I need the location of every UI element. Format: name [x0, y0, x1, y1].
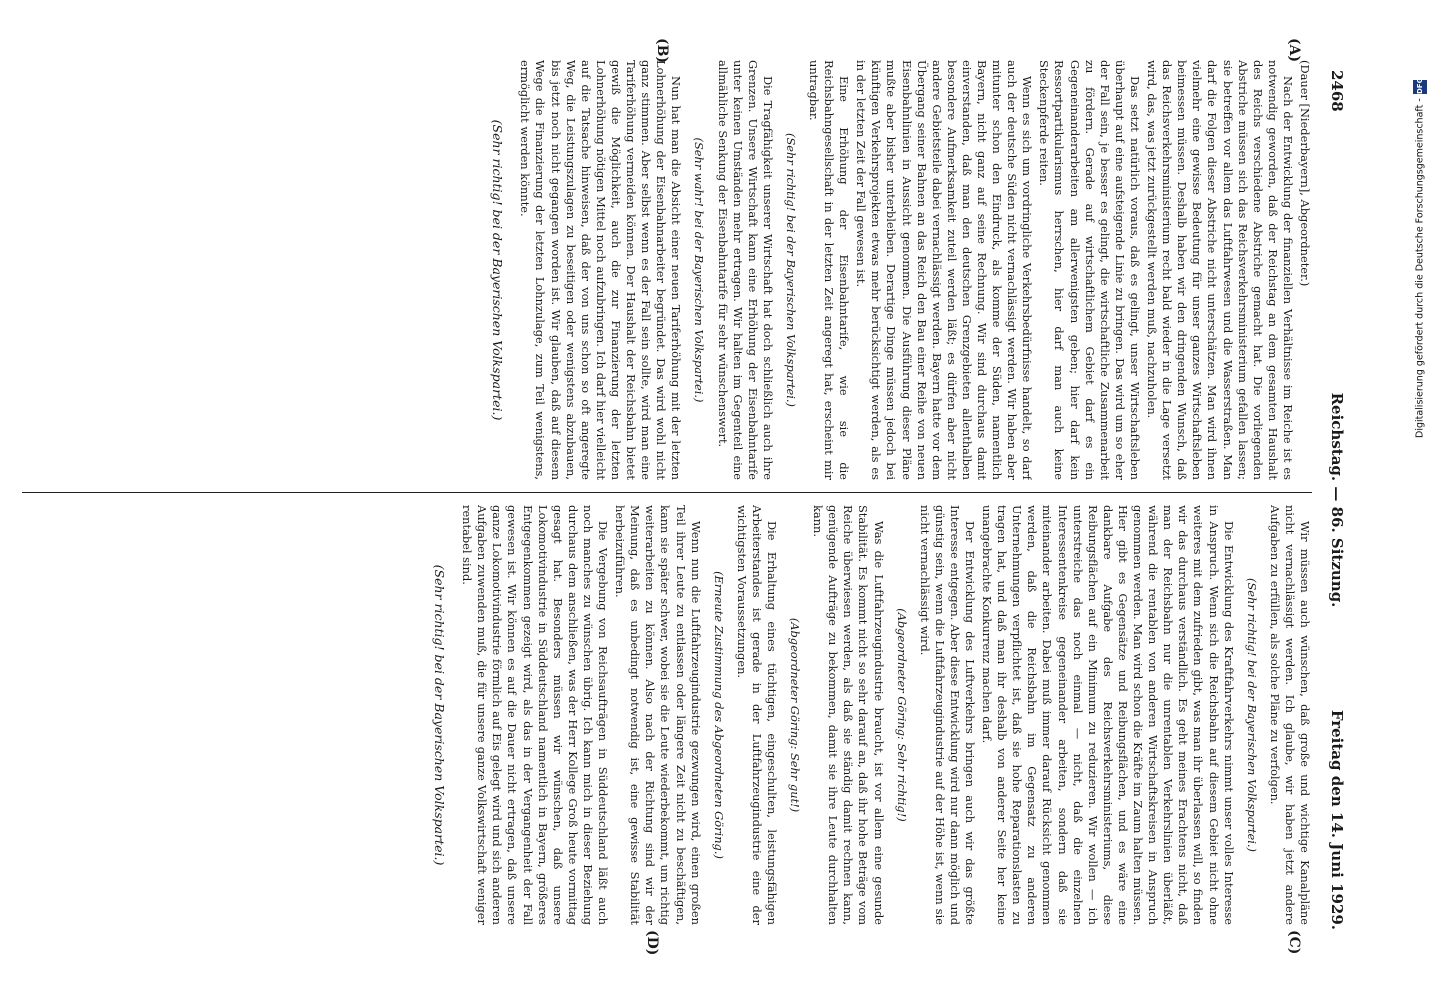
credit-text: Digitalisierung gefördert durch die Deutsche Forschungsgemeinschaft -	[1414, 98, 1426, 438]
paragraph: (Abgeordneter Göring: Sehr gut!)	[788, 617, 803, 813]
paragraph: Was die Luftfahrzeugindustrie braucht, ist vor allem eine gesunde Stabilität. Es kommt nicht so sehr darauf an, daß ihr hohe Beträge vom Reiche überwiesen werden, als daß sie ständig damit rechnen kann, genügende Aufträge zu bekommen, damit sie ihre Leute durchhalten kann.	[811, 505, 886, 925]
paragraph: Wenn es sich um vordringliche Verkehrsbedürfnisse handelt, so darf auch der deutsche Süden nicht vernachlässigt werden. Wir haben aber mitunter schon den Eindruck, als komme der Süden, namentlich Bayern, nicht ganz auf seine Rechnung. Wir sind durchaus damit einverstanden, daß man den deutschen Grenzgebieten allenthalben besondere Aufmerksamkeit zuteil werden läßt; es dürfen aber nicht andere Gebietsteile dabei vernachlässigt werden. Bayern hatte vor dem Übergang seiner Bahnen an das Reich den Bau einer Reihe von neuen Eisenbahnlinien in Aussicht genommen. Die Ausführung dieser Pläne mußte aber bisher unterbleiben. Derartige Dinge müssen jedoch bei künftigen Verkehrsprojekten etwas mehr berücksichtigt werden, als es in der letzten Zeit der Fall gewesen ist.	[854, 60, 1035, 480]
paragraph: Wir müssen auch wünschen, daß große und wichtige Kanalpläne nicht vernachlässigt werden. Ich glaube, wir haben jetzt andere Aufgaben zu erfüllen, als solche Pläne zu verfolgen.	[1267, 505, 1312, 925]
paragraph: Nach der Entwicklung der finanziellen Verhältnisse im Reiche ist es notwendig geworden, daß der Reichstag an dem gesamten Haushalt des Reichs verschiedene Abstriche gemacht hat. Die vorliegenden Abstriche müssen sich das Reichsverkehrsministerium gefallen lassen; sie betreffen vor allem das Luftfahrwesen und die Wasserstraßen. Man darf die Folgen dieser Abstriche nicht unterschätzen. Man wird ihnen vielmehr eine gewisse Bedeutung für unser ganzes Wirtschaftsleben beimessen müssen. Deshalb haben wir den dringenden Wunsch, daß das Reichsverkehrsministerium recht bald wieder in die Lage versetzt wird, das, was jetzt zurückgestellt werden muß, nachzuholen.	[1145, 60, 1295, 480]
page-header	[1320, 70, 1346, 930]
paragraph: Die Vergebung von Reichsaufträgen in Süddeutschland läßt auch noch manches zu wünschen übrig. Ich kann mich in dieser Beziehung durchaus dem anschließen, was der Herr Kollege Groß heute vormittag gesagt hat. Besonders müssen wir wünschen, daß unsere Lokomotivindustrie in Süddeutschland namentlich in Bayern, größeres Entgegenkommen gezeigt wird, als das in der Vergangenheit der Fall gewesen ist. Wir können es auf die Dauer nicht ertragen, daß unsere ganze Lokomotivindustrie förmlich auf Eis gelegt wird und sich anderen Aufgaben zuwenden muß, die für unsere ganze Volkswirtschaft weniger rentabel sind.	[460, 505, 611, 925]
session-date: Freitag den 14. Juni 1929.	[1328, 709, 1346, 930]
margin-marker-b: (B)	[654, 38, 670, 64]
paragraph: Wenn nun die Luftfahrzeugindustrie gezwungen wird, einen großen Teil ihrer Leute zu entlassen oder längere Zeit nicht zu beschäftigen, kann sie später schwer, wobei sie die Leute wiederbekommt, um richtig weiterarbeiten zu können. Also nach der Richtung sind wir der Meinung, daß es unbedingt notwendig ist, eine gewisse Stabilität herbeizuführen.	[613, 505, 703, 925]
margin-marker-d: (D)	[644, 930, 660, 956]
paragraph: Die Erhaltung eines tüchtigen, eingeschulten, leistungsfähigen Arbeiterstandes ist gerade in der Luftfahrzeugindustrie eine der wichtigsten Voraussetzungen.	[734, 505, 779, 925]
paragraph: (Sehr wahr! bei der Bayerischen Volkspartei.)	[692, 137, 707, 403]
paragraph: (Sehr richtig! bei der Bayerischen Volkspartei.)	[490, 119, 506, 421]
page-title: Reichstag. — 86. Sitzung.	[1328, 392, 1346, 608]
paragraph: (Erneute Zustimmung des Abgeordneten Göring.)	[711, 571, 726, 859]
paragraph: Die Tragfähigkeit unserer Wirtschaft hat doch schließlich auch ihre Grenzen. Unsere Wirtschaft kann eine Erhöhung der Eisenbahntarife unter keinen Umständen mehr ertragen. Wir halten im Gegenteil eine allmähliche Senkung der Eisenbahntarife für sehr wünschenswert.	[715, 60, 775, 480]
paragraph: (Sehr richtig! bei der Bayerischen Volkspartei.)	[783, 133, 798, 407]
margin-marker-c: (C)	[1286, 930, 1302, 955]
paragraph: Die Entwicklung des Kraftfahrverkehrs nimmt unser volles Interesse in Anspruch. Wenn sich die Reichsbahn auf diesem Gebiet nicht ohne weiteres mit dem zufrieden gibt, was man ihr überlassen will, so finden wir das durchaus verständlich. Es geht meines Erachtens nicht, daß man der Reichsbahn nur die unrentablen Verkehrslinien überläßt, während die rentablen von anderen Wirtschaftskreisen in Anspruch genommen werden. Man wird schon die Kräfte im Zaum halten müssen. Hier gibt es Gegensätze und Reibungsflächen, und es wäre eine dankbare Aufgabe des Reichsverkehrsministeriums, diese Reibungsflächen auf ein Minimum zu reduzieren. Wir wollen — ich unterstreiche das noch einmal — nicht, daß die einzelnen Interessentenkreise gegeneinander arbeiten, sondern daß sie miteinander arbeiten. Dabei muß immer darauf Rücksicht genommen werden, daß die Reichsbahn im Gegensatz zu anderen Unternehmungen verpflichtet ist, daß sie hohe Reparationslasten zu tragen hat, und daß man ihr deshalb von anderer Seite her keine unangebrachte Konkurrenz machen darf.	[980, 505, 1236, 925]
right-column	[12, 505, 1312, 925]
paragraph: (Dauer [Niederbayern], Abgeordneter.)	[1298, 60, 1312, 287]
left-column	[12, 60, 1312, 480]
column-divider	[22, 492, 1312, 493]
paragraph: Das setzt natürlich voraus, daß es gelingt, unser Wirtschaftsleben überhaupt auf eine aufsteigende Linie zu bringen. Das wird um so eher der Fall sein, je besser es gelingt, die wirtschaftliche Zusammenarbeit zu fördern. Gerade auf wirtschaftlichem Gebiet darf es ein Gegeneinanderarbeiten am allerwenigsten geben; hier darf kein Ressortpartikularismus herrschen, hier darf man auch keine Steckenpferde reiten.	[1037, 60, 1142, 480]
margin-marker-a: (A)	[1286, 38, 1302, 63]
page-number: 2468	[1328, 70, 1346, 112]
paragraph: (Sehr richtig! bei der Bayerischen Volkspartei.)	[432, 564, 448, 866]
paragraph: (Sehr richtig! bei der Bayerischen Volkspartei.)	[1244, 578, 1259, 852]
paragraph: Nun hat man die Absicht einer neuen Tariferhöhung mit der letzten Lohnerhöhung der Eisenbahnarbeiter begründet. Das wird wohl nicht ganz stimmen. Aber selbst wenn es der Fall sein sollte, wird man eine Tariferhöhung vermeiden können. Der Haushalt der Reichsbahn bietet gewiß die Möglichkeit, auch die zur Finanzierung der letzten Lohnerhöhung nötigen Mittel noch aufzubringen. Ich darf hier vielleicht auf die Tatsache hinweisen, daß der von uns schon so oft angeregte Weg, die Leistungszulagen zu beseitigen oder wenigstens abzubauen, bis jetzt noch nicht gegangen worden ist. Wir glauben, daß auf diesem Wege die Finanzierung der letzten Lohnzulage, zum Teil wenigstens, ermöglicht werden könnte.	[518, 60, 684, 480]
paragraph: Der Entwicklung des Luftverkehrs bringen auch wir das größte Interesse entgegen. Aber diese Entwicklung wird nur dann möglich und günstig sein, wenn die Luftfahrzeugindustrie auf der Höhe ist, wenn sie nicht vernachlässigt wird.	[917, 505, 978, 925]
digitization-credit	[1410, 77, 1430, 980]
paragraph: (Abgeordneter Göring: Sehr richtig!)	[894, 608, 909, 822]
dfg-logo-icon: DFG	[1413, 80, 1427, 94]
paragraph: Eine Erhöhung der Eisenbahntarife, wie sie die Reichsbahngesellschaft in der letzten Zeit angeregt hat, erscheint mir untragbar.	[807, 60, 852, 480]
